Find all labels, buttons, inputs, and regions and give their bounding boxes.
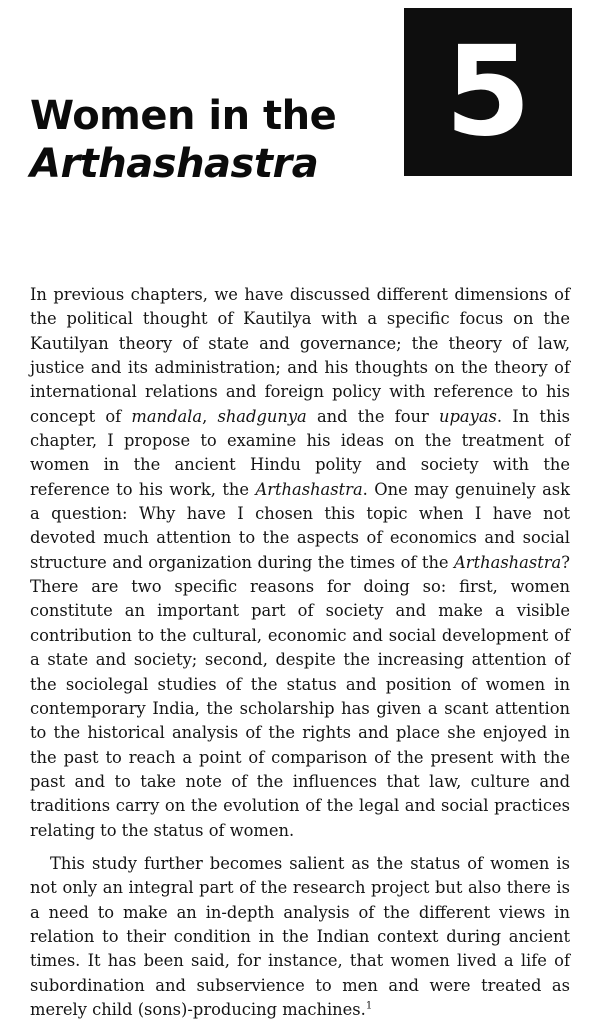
paragraph-1-comma: , xyxy=(202,406,218,426)
paragraph-1-text-c: . In this chapter, I propose to examine his ideas on the treatment of women in the ancient Hindu polity and society with the reference to his work, the xyxy=(30,406,570,499)
work-title-arthashastra: Arthashastra xyxy=(255,479,363,499)
chapter-number: 5 xyxy=(444,20,532,164)
term-mandala: mandala xyxy=(131,406,203,426)
work-title-arthashastra-2: Arthashastra xyxy=(454,552,562,572)
term-shadgunya: shadgunya xyxy=(217,406,307,426)
paragraph-1-text-d: . One may genuinely ask a question: Why have I chosen this topic when I have not devoted much attention to the aspects of economics and social structure and organization during the times of the xyxy=(30,479,570,572)
term-upayas: upayas xyxy=(439,406,497,426)
paragraph-2 xyxy=(30,852,570,1022)
chapter-title-line-2: Arthashastra xyxy=(30,141,319,187)
chapter-title-line-1: Women in the xyxy=(30,93,337,139)
chapter-title xyxy=(30,92,336,188)
paragraph-1-text-e: ? There are two specific reasons for doing so: first, women constitute an important part of society and make a visible contribution to the cultural, economic and social development of a state and society; second, despite the increasing attention of the sociolegal studies of the status and position of women in contemporary India, the scholarship has given a scant attention to the historical analysis of the rights and place she enjoyed in the past to reach a point of comparison of the present with the past and to take note of the influences that law, culture and traditions carry on the evolution of the legal and social practices relating to the status of women. xyxy=(30,552,570,840)
chapter-body xyxy=(30,283,570,1022)
paragraph-2-text: This study further becomes salient as the status of women is not only an integral part of the research project but also there is a need to make an in-depth analysis of the different views in relation to their condition in the Indian context during ancient times. It has been said, for instance, that women lived a life of subordination and subservience to men and were treated as merely child (sons)-producing machines. xyxy=(30,853,570,1019)
paragraph-1 xyxy=(30,283,570,843)
paragraph-1-text-a: In previous chapters, we have discussed different dimensions of the political thought of Kautilya with a specific focus on the Kautilyan theory of state and governance; the theory of law, justice and its administration; and his thoughts on the theory of international relations and foreign policy with reference to his concept of xyxy=(30,285,570,426)
paragraph-1-text-b: and the four xyxy=(306,406,439,426)
footnote-marker: 1 xyxy=(365,1000,373,1012)
chapter-number-box xyxy=(404,8,572,176)
